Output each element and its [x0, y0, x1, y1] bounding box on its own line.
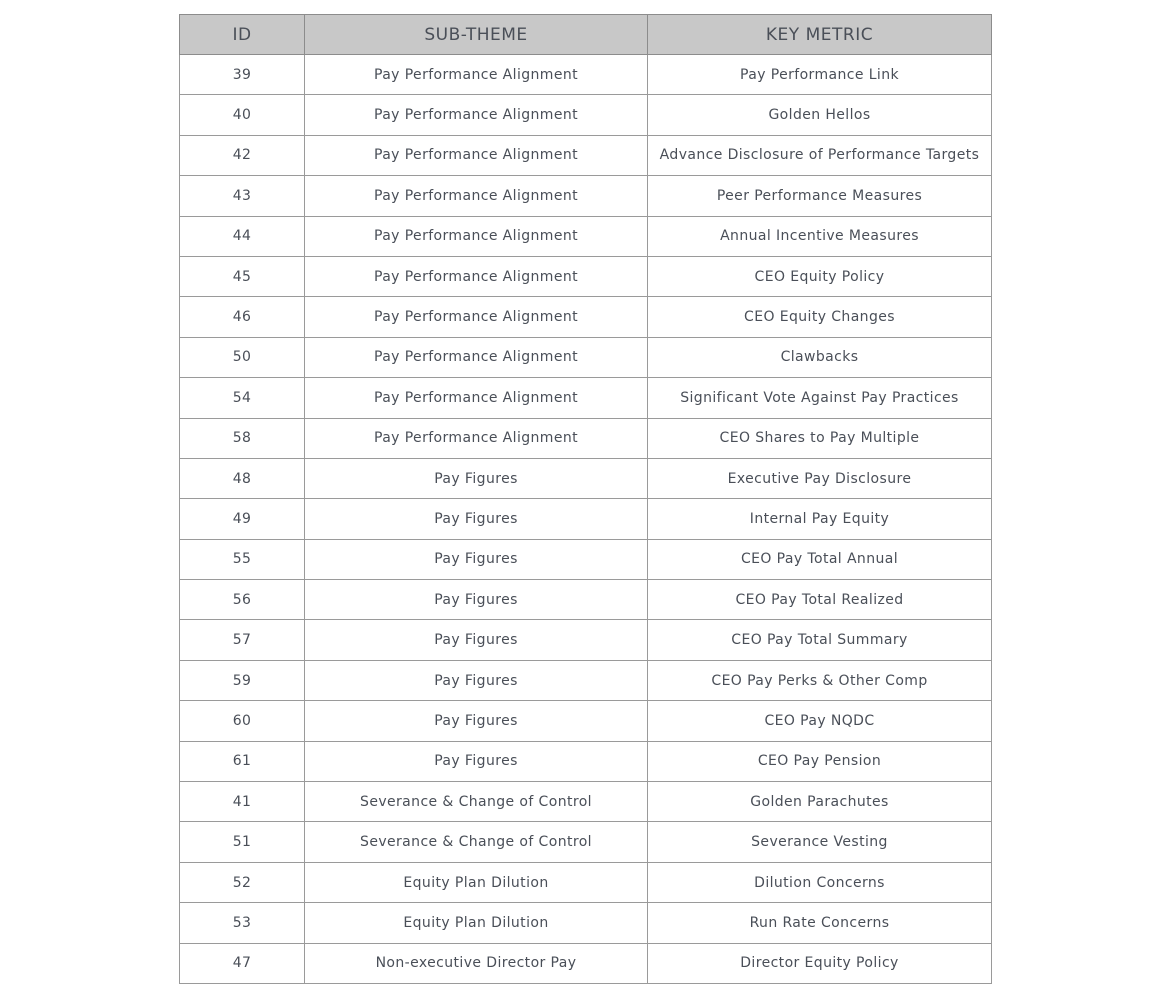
table-row	[180, 741, 992, 781]
table-row	[180, 701, 992, 741]
cell-sub-theme: Pay Performance Alignment	[305, 256, 648, 296]
cell-id: 59	[180, 660, 305, 700]
table-row	[180, 499, 992, 539]
table-row	[180, 256, 992, 296]
cell-id: 40	[180, 95, 305, 135]
cell-sub-theme: Severance & Change of Control	[305, 782, 648, 822]
cell-id: 39	[180, 55, 305, 95]
table-row	[180, 620, 992, 660]
table-row	[180, 378, 992, 418]
table-row	[180, 95, 992, 135]
cell-sub-theme: Pay Performance Alignment	[305, 135, 648, 175]
cell-sub-theme: Pay Performance Alignment	[305, 378, 648, 418]
cell-key-metric: CEO Pay Pension	[648, 741, 992, 781]
cell-key-metric: CEO Pay Total Realized	[648, 580, 992, 620]
cell-id: 43	[180, 176, 305, 216]
cell-sub-theme: Pay Figures	[305, 660, 648, 700]
cell-key-metric: Golden Parachutes	[648, 782, 992, 822]
table-row	[180, 822, 992, 862]
table-row	[180, 418, 992, 458]
cell-id: 42	[180, 135, 305, 175]
cell-sub-theme: Pay Figures	[305, 741, 648, 781]
table-row	[180, 55, 992, 95]
table-row	[180, 297, 992, 337]
table-body	[180, 55, 992, 984]
cell-key-metric: Director Equity Policy	[648, 943, 992, 983]
cell-sub-theme: Pay Performance Alignment	[305, 55, 648, 95]
cell-id: 61	[180, 741, 305, 781]
cell-sub-theme: Pay Performance Alignment	[305, 216, 648, 256]
cell-key-metric: CEO Equity Policy	[648, 256, 992, 296]
cell-id: 50	[180, 337, 305, 377]
cell-id: 47	[180, 943, 305, 983]
table-row	[180, 660, 992, 700]
cell-sub-theme: Pay Figures	[305, 458, 648, 498]
cell-key-metric: Annual Incentive Measures	[648, 216, 992, 256]
cell-sub-theme: Pay Figures	[305, 499, 648, 539]
table-row	[180, 580, 992, 620]
cell-sub-theme: Pay Performance Alignment	[305, 418, 648, 458]
cell-sub-theme: Equity Plan Dilution	[305, 903, 648, 943]
table-row	[180, 782, 992, 822]
cell-id: 54	[180, 378, 305, 418]
cell-sub-theme: Pay Performance Alignment	[305, 95, 648, 135]
cell-key-metric: CEO Pay NQDC	[648, 701, 992, 741]
cell-id: 55	[180, 539, 305, 579]
column-header-sub-theme: SUB-THEME	[305, 15, 648, 55]
table-row	[180, 903, 992, 943]
cell-key-metric: Dilution Concerns	[648, 862, 992, 902]
cell-sub-theme: Pay Performance Alignment	[305, 176, 648, 216]
cell-key-metric: CEO Pay Total Summary	[648, 620, 992, 660]
table-row	[180, 135, 992, 175]
cell-sub-theme: Equity Plan Dilution	[305, 862, 648, 902]
cell-id: 49	[180, 499, 305, 539]
header-row	[180, 15, 992, 55]
table-row	[180, 337, 992, 377]
cell-sub-theme: Pay Figures	[305, 620, 648, 660]
cell-id: 51	[180, 822, 305, 862]
table-row	[180, 862, 992, 902]
cell-id: 56	[180, 580, 305, 620]
cell-id: 45	[180, 256, 305, 296]
metrics-table	[179, 14, 992, 984]
column-header-id: ID	[180, 15, 305, 55]
cell-id: 48	[180, 458, 305, 498]
cell-key-metric: Severance Vesting	[648, 822, 992, 862]
cell-sub-theme: Pay Figures	[305, 701, 648, 741]
cell-id: 46	[180, 297, 305, 337]
table-row	[180, 458, 992, 498]
cell-key-metric: Golden Hellos	[648, 95, 992, 135]
cell-key-metric: Executive Pay Disclosure	[648, 458, 992, 498]
cell-key-metric: Run Rate Concerns	[648, 903, 992, 943]
cell-key-metric: CEO Pay Perks & Other Comp	[648, 660, 992, 700]
cell-key-metric: CEO Pay Total Annual	[648, 539, 992, 579]
table-header	[180, 15, 992, 55]
cell-sub-theme: Pay Performance Alignment	[305, 297, 648, 337]
cell-key-metric: CEO Shares to Pay Multiple	[648, 418, 992, 458]
cell-id: 58	[180, 418, 305, 458]
cell-id: 57	[180, 620, 305, 660]
table-row	[180, 176, 992, 216]
cell-key-metric: Internal Pay Equity	[648, 499, 992, 539]
cell-sub-theme: Severance & Change of Control	[305, 822, 648, 862]
table-row	[180, 539, 992, 579]
cell-key-metric: Significant Vote Against Pay Practices	[648, 378, 992, 418]
cell-id: 60	[180, 701, 305, 741]
cell-key-metric: Clawbacks	[648, 337, 992, 377]
cell-key-metric: Pay Performance Link	[648, 55, 992, 95]
table-row	[180, 216, 992, 256]
cell-id: 41	[180, 782, 305, 822]
cell-key-metric: Advance Disclosure of Performance Targets	[648, 135, 992, 175]
cell-key-metric: CEO Equity Changes	[648, 297, 992, 337]
cell-id: 53	[180, 903, 305, 943]
cell-sub-theme: Non-executive Director Pay	[305, 943, 648, 983]
cell-id: 44	[180, 216, 305, 256]
cell-sub-theme: Pay Figures	[305, 580, 648, 620]
table-row	[180, 943, 992, 983]
column-header-key-metric: KEY METRIC	[648, 15, 992, 55]
cell-id: 52	[180, 862, 305, 902]
cell-key-metric: Peer Performance Measures	[648, 176, 992, 216]
cell-sub-theme: Pay Performance Alignment	[305, 337, 648, 377]
cell-sub-theme: Pay Figures	[305, 539, 648, 579]
